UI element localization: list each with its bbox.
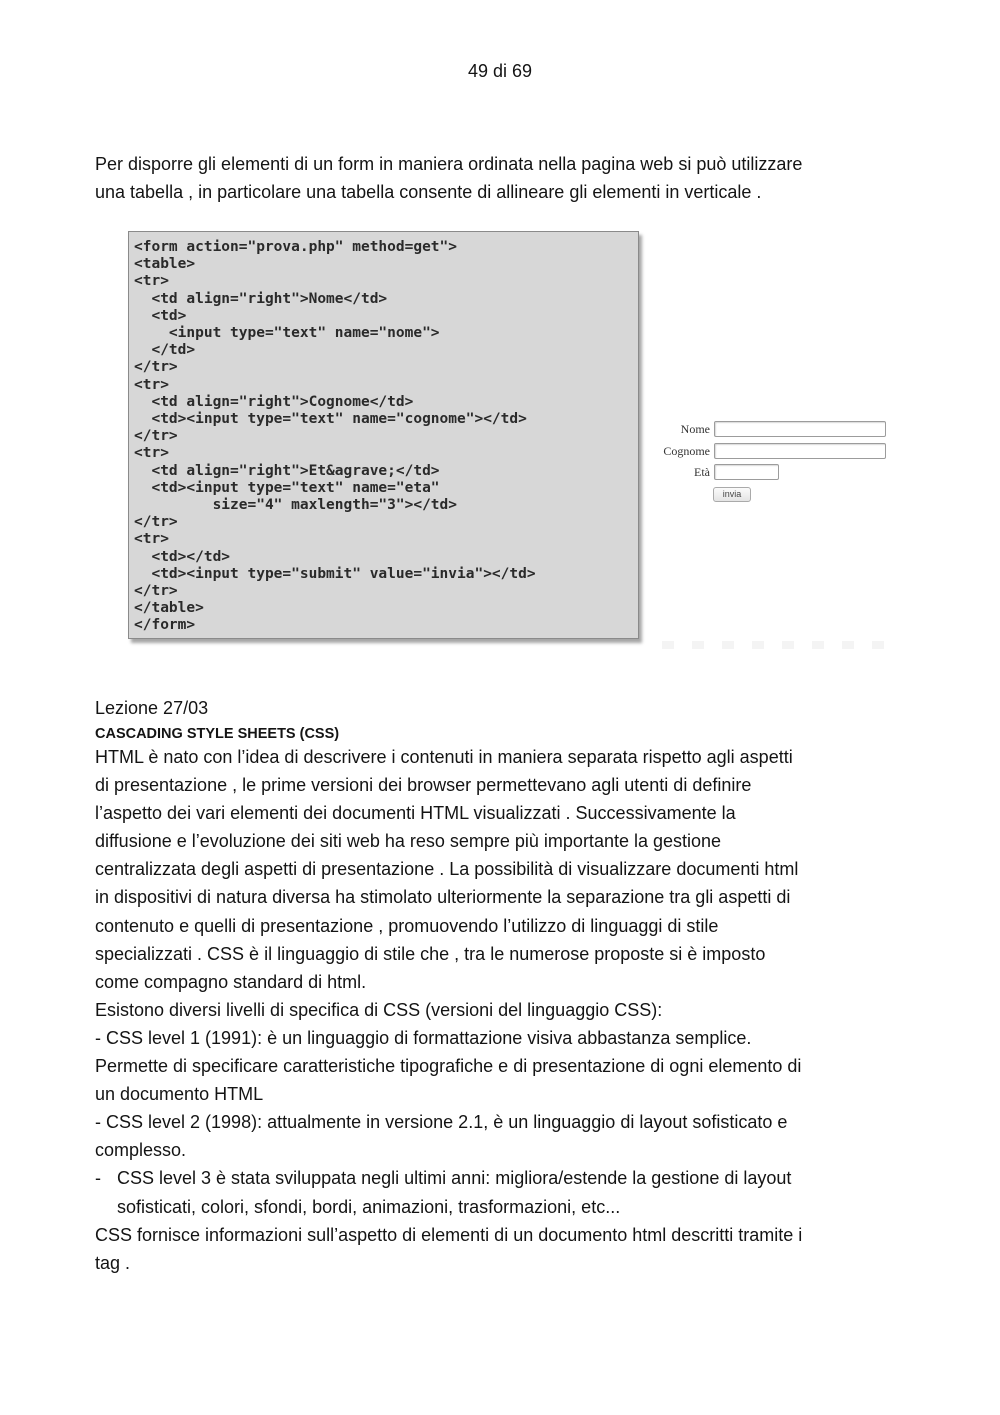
nome-input-preview (714, 421, 886, 437)
code-line: <table> (134, 256, 196, 273)
invia-button-preview: invia (713, 487, 751, 502)
intro-paragraph (95, 150, 915, 206)
code-line: </tr> (134, 428, 178, 445)
code-line: </table> (134, 600, 204, 617)
body-line: come compagno standard di html. (95, 971, 367, 992)
intro-line: Per disporre gli elementi di un form in maniera ordinata nella pagina web si può utilizzare (95, 154, 803, 174)
code-line: </form> (134, 617, 196, 634)
page-number: 49 di 69 (467, 61, 533, 81)
body-line: Permette di specificare caratteristiche tipografiche e di presentazione di ogni elemento di (95, 1056, 802, 1077)
body-line: di presentazione , le prime versioni dei browser permettevano agli utenti di definire (95, 775, 752, 796)
code-line: <td><input type="submit" value="invia"></td> (134, 565, 536, 582)
form-label-nome: Nome (680, 422, 710, 436)
code-line: <td align="right">Et&agrave;</td> (134, 462, 440, 479)
form-label-cognome: Cognome (663, 444, 710, 458)
intro-line: una tabella , in particolare una tabella consente di allineare gli elementi in verticale . (95, 182, 762, 202)
image-edge-artifact (662, 641, 892, 649)
body-line: centralizzata degli aspetti di presentazione . La possibilità di visualizzare documenti html (95, 859, 799, 880)
code-line: <tr> (134, 376, 169, 393)
form-preview-image (648, 420, 893, 515)
code-listing (128, 231, 639, 639)
body-line: in dispositivi di natura diversa ha stimolato ulteriormente la separazione tra gli aspetti di (95, 887, 791, 908)
body-line: complesso. (95, 1140, 187, 1161)
code-line: <tr> (134, 445, 169, 462)
body-line: specializzati . CSS è il linguaggio di stile che , tra le numerose proposte si è imposto (95, 943, 766, 964)
code-line: <input type="text" name="nome"> (134, 325, 440, 342)
body-line: - CSS level 2 (1998): attualmente in versione 2.1, è un linguaggio di layout sofisticato e (95, 1112, 788, 1133)
lesson-heading: Lezione 27/03 (95, 698, 209, 718)
code-line: </tr> (134, 583, 178, 600)
bullet-line: CSS level 3 è stata sviluppata negli ultimi anni: migliora/estende la gestione di layout (117, 1168, 792, 1189)
code-line: <tr> (134, 273, 169, 290)
body-paragraph (95, 743, 915, 1277)
body-line: contenuto e quelli di presentazione , promuovendo l’utilizzo di linguaggi di stile (95, 915, 719, 936)
body-line: diffusione e l’evoluzione dei siti web ha reso sempre più importante la gestione (95, 831, 722, 852)
body-line: l’aspetto dei vari elementi dei documenti HTML visualizzati . Successivamente la (95, 803, 736, 824)
code-line: size="4" maxlength="3"></td> (134, 497, 458, 514)
code-line: <tr> (134, 531, 169, 548)
cognome-input-preview (714, 443, 886, 459)
code-line: <td> (134, 307, 187, 324)
code-line: <form action="prova.php" method=get"> (134, 239, 458, 255)
body-line: un documento HTML (95, 1084, 264, 1105)
code-line: <td></td> (134, 548, 231, 565)
body-line: HTML è nato con l’idea di descrivere i contenuti in maniera separata rispetto agli aspetti (95, 747, 793, 767)
body-line: - CSS level 1 (1991): è un linguaggio di formattazione visiva abbastanza semplice. (95, 1027, 752, 1048)
form-label-eta: Età (694, 465, 710, 479)
bullet-dash: - (95, 1168, 101, 1189)
code-line: <td align="right">Nome</td> (134, 290, 388, 307)
code-line: </tr> (134, 514, 178, 531)
closing-line: tag . (95, 1252, 131, 1273)
closing-line: CSS fornisce informazioni sull’aspetto di elementi di un documento html descritti tramite i (95, 1224, 803, 1245)
bullet-line-continuation: sofisticati, colori, sfondi, bordi, animazioni, trasformazioni, etc... (117, 1196, 621, 1217)
code-line: </tr> (134, 359, 178, 376)
code-line: </td> (134, 342, 196, 359)
section-title: CASCADING STYLE SHEETS (CSS) (95, 726, 340, 742)
body-line: Esistono diversi livelli di specifica di CSS (versioni del linguaggio CSS): (95, 999, 663, 1020)
code-line: <td><input type="text" name="cognome"></td> (134, 411, 527, 428)
code-line: <td align="right">Cognome</td> (134, 393, 414, 410)
bullet-item (95, 1164, 915, 1192)
eta-input-preview (714, 464, 779, 480)
code-line: <td><input type="text" name="eta" (134, 479, 440, 496)
